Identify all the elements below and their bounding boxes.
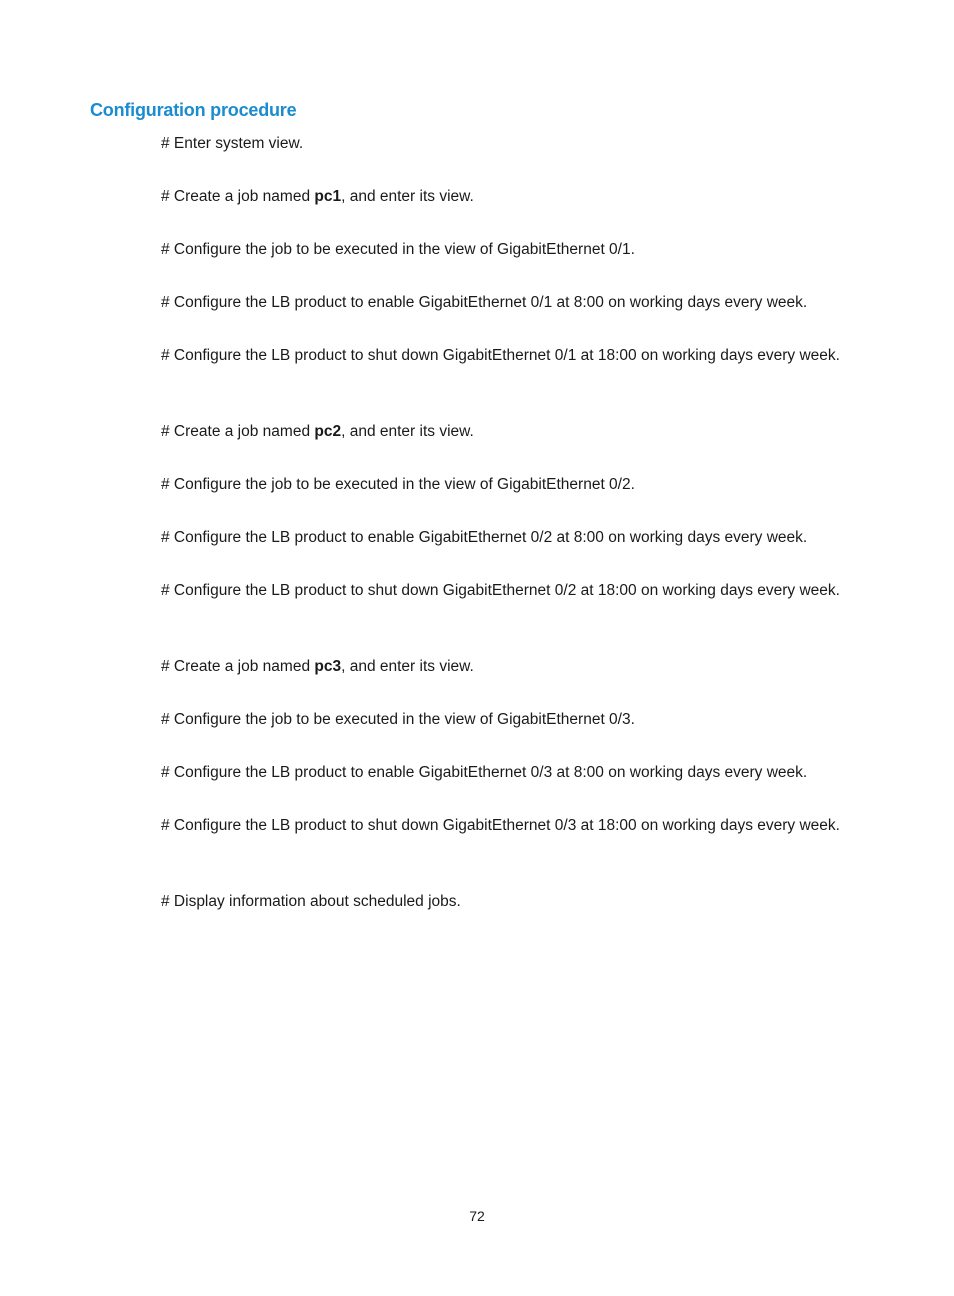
job-name: pc3 [314, 658, 342, 675]
step-shutdown-ge01: # Configure the LB product to shut down GigabitEthernet 0/1 at 18:00 on working days every week. [161, 347, 840, 364]
job-name: pc1 [314, 188, 342, 205]
step-text: , and enter its view. [341, 658, 474, 675]
step-shutdown-ge02: # Configure the LB product to shut down GigabitEthernet 0/2 at 18:00 on working days every week. [161, 582, 840, 599]
step-text: # Create a job named [161, 658, 315, 675]
step-text: # Create a job named [161, 423, 315, 440]
section-heading: Configuration procedure [90, 100, 297, 120]
step-shutdown-ge03: # Configure the LB product to shut down GigabitEthernet 0/3 at 18:00 on working days every week. [161, 817, 840, 834]
job-name: pc2 [314, 423, 342, 440]
step-enable-ge03: # Configure the LB product to enable GigabitEthernet 0/3 at 8:00 on working days every week. [161, 764, 808, 781]
step-create-job-pc1 [161, 187, 474, 207]
step-text: , and enter its view. [341, 188, 474, 205]
step-configure-view-ge01: # Configure the job to be executed in the view of GigabitEthernet 0/1. [161, 241, 635, 258]
step-text: , and enter its view. [341, 423, 474, 440]
page-number: 72 [469, 1208, 485, 1224]
step-text: # Create a job named [161, 188, 315, 205]
step-enable-ge01: # Configure the LB product to enable GigabitEthernet 0/1 at 8:00 on working days every week. [161, 294, 808, 311]
step-display-scheduled-jobs: # Display information about scheduled jobs. [161, 893, 461, 910]
step-create-job-pc3 [161, 657, 474, 677]
step-enter-system-view: # Enter system view. [161, 135, 304, 152]
step-create-job-pc2 [161, 422, 474, 442]
step-configure-view-ge03: # Configure the job to be executed in the view of GigabitEthernet 0/3. [161, 711, 635, 728]
step-enable-ge02: # Configure the LB product to enable GigabitEthernet 0/2 at 8:00 on working days every week. [161, 529, 808, 546]
step-configure-view-ge02: # Configure the job to be executed in the view of GigabitEthernet 0/2. [161, 476, 635, 493]
